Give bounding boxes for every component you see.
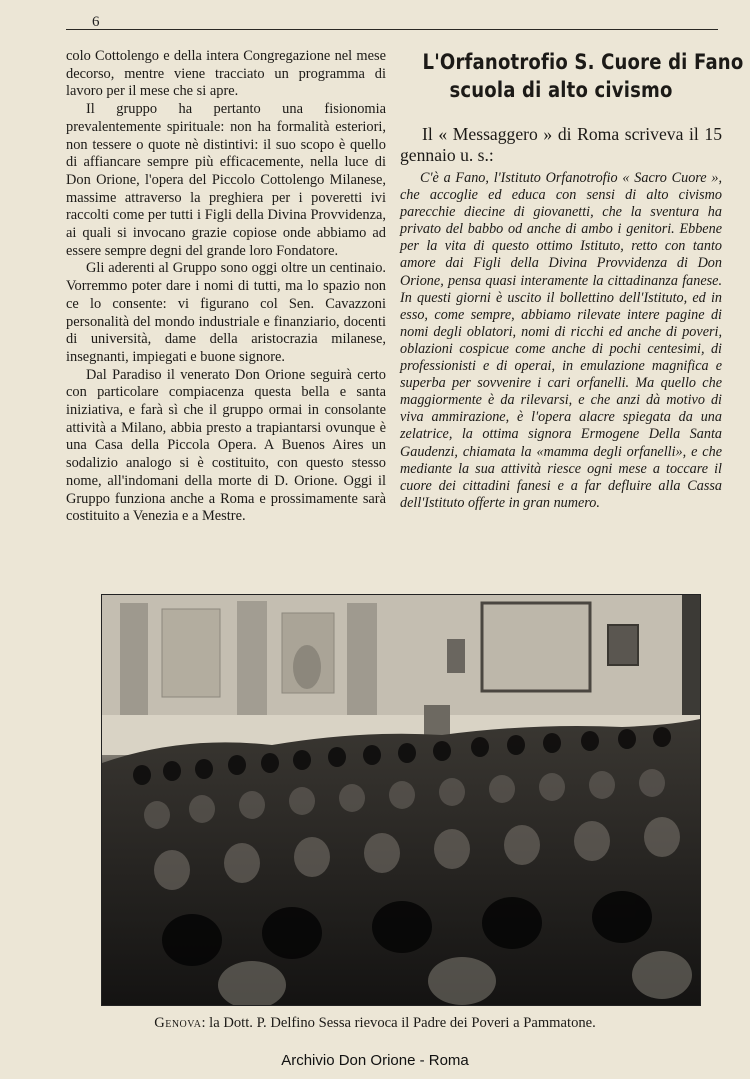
- article-headline: [422, 48, 744, 104]
- article-quote: C'è a Fano, l'Istituto Orfanotrofio « Sacro Cuore », che accoglie ed educa con sensi di alto civismo parecchie diecine di giovanetti, che la sventura ha privato del babbo od anche di ambo i genitori. Ebbene per la vita di questo ottimo Istituto, retto con tanto amore dai Figli della Divina Provvidenza di Don Orione, pensa quasi interamente la cittadinanza fanese. In questi giorni è uscito il bollettino dell'Istituto, ed in esso, come sempre, abbiamo rilevate intere pagine di nomi degli oblatori, nomi di ricchi ed anche di poveri, oblazioni cospicue come anche di pochi centesimi, di professionisti e di operai, in emulazione magnifica e superba per sovvenire i cari orfanelli. Ma quello che maggiormente è da rilevarsi, e che anzi dà motivo di viva ammirazione, è l'opera alacre spiegata da una zelatrice, la ottima signora Ermogene Della Santa Gaudenzi, chiamata la «mamma degli orfanelli», e che mediante la sua attività riesce ogni mese a toccare il cuore dei cittadini fanesi e a far defluire alla Cassa dell'Istituto offerte in gran numero.: [400, 170, 722, 511]
- paragraph-1: colo Cottolengo e della intera Congregazione nel mese decorso, mentre viene tracciato un programma di lavoro per il mese che si apre.: [66, 48, 386, 100]
- caption-text: : la Dott. P. Delfino Sessa rievoca il Padre dei Poveri a Pammatone.: [201, 1015, 596, 1031]
- article-lead: Il « Messaggero » di Roma scriveva il 15 gennaio u. s.:: [400, 124, 722, 165]
- left-column: [66, 48, 386, 526]
- headline-line-1: L'Orfanotrofio S. Cuore di Fano: [422, 50, 744, 74]
- top-rule: [66, 29, 718, 30]
- archive-footer: Archivio Don Orione - Roma: [281, 1052, 469, 1069]
- paragraph-3: Gli aderenti al Gruppo sono oggi oltre un centinaio. Vorremmo poter dare i nomi di tutti, ma lo spazio non ce lo consente: vi figurano col Sen. Cavazzoni personalità del mondo industriale e finanziario, docenti di università, dame della aristocrazia milanese, insegnanti, impiegati e buone signore.: [66, 260, 386, 365]
- page-number: 6: [92, 14, 100, 30]
- caption-city: Genova: [154, 1015, 202, 1031]
- audience-illustration: [102, 595, 700, 1005]
- photo-caption: [0, 1015, 750, 1032]
- paragraph-4: Dal Paradiso il venerato Don Orione seguirà certo con particolare compiacenza questa bella e santa iniziativa, e farà sì che il gruppo ormai in consolante attività a Milano, abbia presto a trapiantarsi ovunque è una Casa della Piccola Opera. A Buenos Aires un sodalizio analogo si è costituito, con questo stesso nome, all'indomani della morte di D. Orione. Oggi il Gruppo funziona anche a Roma e prossimamente sarà costituito a Venezia e a Mestre.: [66, 366, 386, 525]
- article-column: [400, 48, 744, 512]
- assembly-photo: [101, 594, 701, 1006]
- paragraph-2: Il gruppo ha pertanto una fisionomia prevalentemente spirituale: non ha formalità esteriori, non tessere o quote nè distintivi: il suo scopo è quello di affiancare sempre più efficacemente, nella luce di Don Orione, l'opera del Piccolo Cottolengo Milanese, massime attraverso la preghiera per i poveretti ivi raccolti come per tutti i Figli della Divina Provvidenza, ai quali si invocano grazie copiose onde abbiamo ad essere sempre degni del grande loro Fondatore.: [66, 101, 386, 259]
- headline-line-2: scuola di alto civismo: [449, 78, 673, 102]
